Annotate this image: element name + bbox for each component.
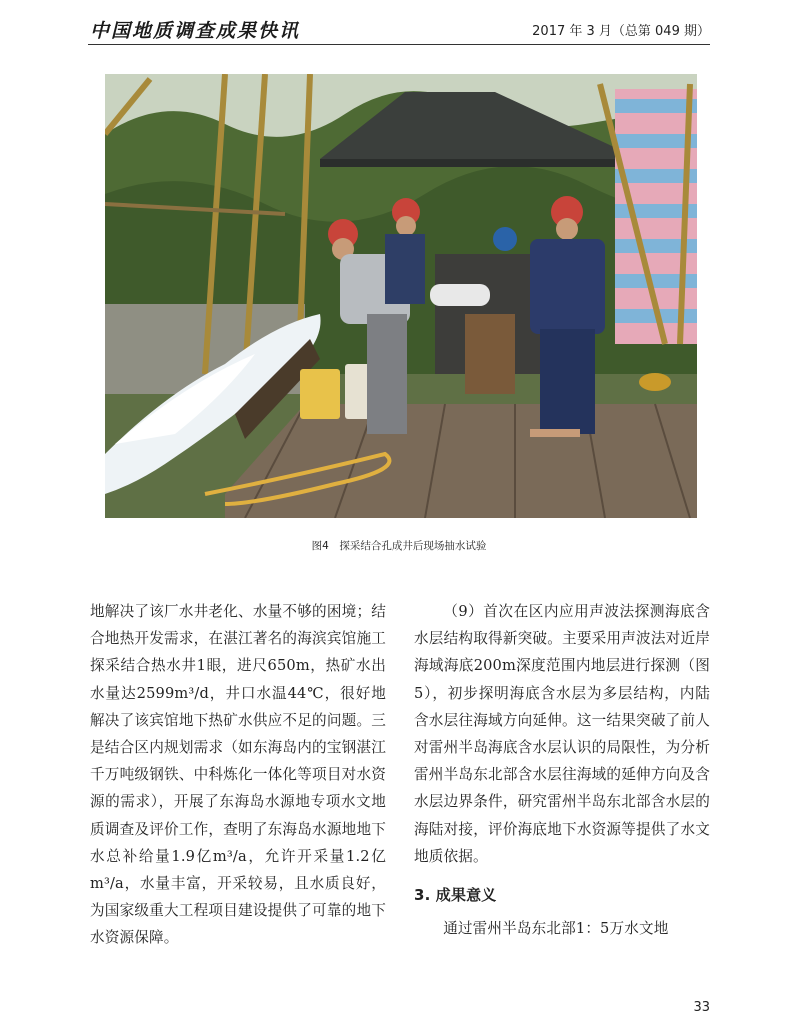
journal-title: 中国地质调查成果快讯 xyxy=(90,20,301,42)
body-paragraph: 通过雷州半岛东北部1：5万水文地 xyxy=(443,920,669,938)
figure-caption: 图4 探采结合孔成井后现场抽水试验 xyxy=(311,540,487,552)
figure-photo xyxy=(105,74,697,518)
body-paragraph: 地解决了该厂水井老化、水量不够的困境；结合地热开发需求，在湛江著名的海滨宾馆施工探采结合热水井1眼，进尺650m，热矿水出水量达2599m³/d，井口水温44℃，很好地解决了该宾馆地下热矿水供应不足的问题。三是结合区内规划需求（如东海岛内的宝钢湛江千万吨级钢铁、中科炼化一体化等项目对水资源的需求），开展了东海岛水源地专项水文地质调查及评价工作，查明了东海岛水源地地下水总补给量1.9亿m³/a，允许开采量1.2亿m³/a，水量丰富，开采较易，且水质良好，为国家级重大工程项目建设提供了可靠的地下水资源保障。 xyxy=(90,603,386,947)
header-rule xyxy=(88,44,710,45)
left-column xyxy=(90,598,386,952)
right-column xyxy=(414,598,710,942)
section-heading: 3. 成果意义 xyxy=(414,886,497,905)
body-paragraph: （9）首次在区内应用声波法探测海底含水层结构取得新突破。主要采用声波法对近岸海域海底200m深度范围内地层进行探测（图5），初步探明海底含水层为多层结构，内陆含水层往海域方向延伸。这一结果突破了前人对雷州半岛海底含水层认识的局限性，为分析雷州半岛东北部含水层往海域的延伸方向及含水层边界条件，研究雷州半岛东北部含水层的海陆对接，评价海底地下水资源等提供了水文地质依据。 xyxy=(414,603,710,865)
page-number: 33 xyxy=(693,1000,710,1015)
issue-date: 2017 年 3 月（总第 049 期） xyxy=(532,24,710,39)
